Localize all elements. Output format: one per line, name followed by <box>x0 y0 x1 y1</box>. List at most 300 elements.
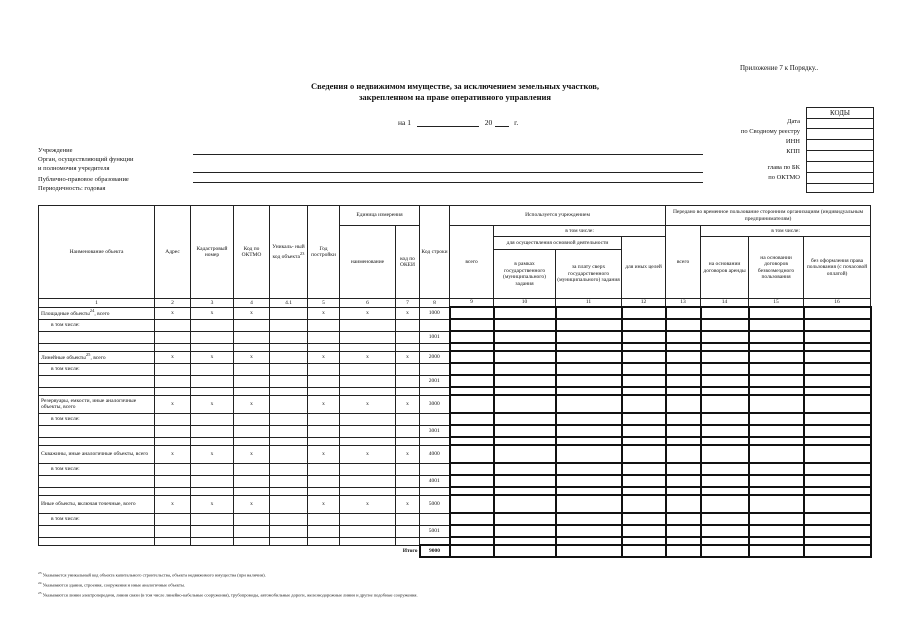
value-cell[interactable] <box>749 425 804 437</box>
value-cell[interactable] <box>191 387 234 395</box>
value-cell[interactable] <box>701 413 749 425</box>
total-cell-16[interactable] <box>804 545 871 557</box>
value-cell[interactable] <box>666 413 701 425</box>
value-cell[interactable] <box>340 525 396 537</box>
value-cell[interactable] <box>396 475 420 487</box>
value-cell[interactable] <box>155 375 191 387</box>
value-cell[interactable] <box>749 495 804 513</box>
value-cell[interactable] <box>804 425 871 437</box>
value-cell[interactable] <box>420 387 450 395</box>
value-cell[interactable] <box>804 331 871 343</box>
value-cell[interactable] <box>396 387 420 395</box>
value-cell[interactable] <box>701 475 749 487</box>
value-cell[interactable] <box>39 525 155 537</box>
value-cell[interactable] <box>270 307 308 319</box>
value-cell[interactable] <box>308 343 340 351</box>
value-cell[interactable] <box>450 425 494 437</box>
value-cell[interactable] <box>556 351 622 363</box>
value-cell[interactable] <box>155 437 191 445</box>
value-cell[interactable] <box>234 363 270 375</box>
value-cell[interactable] <box>270 463 308 475</box>
value-cell[interactable] <box>420 363 450 375</box>
value-cell[interactable] <box>340 375 396 387</box>
value-cell[interactable] <box>308 425 340 437</box>
value-cell[interactable] <box>39 375 155 387</box>
value-cell[interactable] <box>804 525 871 537</box>
value-cell[interactable] <box>749 445 804 463</box>
value-cell[interactable] <box>494 513 556 525</box>
value-cell[interactable] <box>666 495 701 513</box>
value-cell[interactable] <box>39 537 155 545</box>
value-cell[interactable] <box>622 487 666 495</box>
value-cell[interactable] <box>556 413 622 425</box>
value-cell[interactable] <box>308 413 340 425</box>
value-cell[interactable] <box>450 363 494 375</box>
value-cell[interactable] <box>450 375 494 387</box>
value-cell[interactable] <box>155 343 191 351</box>
value-cell[interactable] <box>450 319 494 331</box>
value-cell[interactable] <box>622 413 666 425</box>
value-cell[interactable] <box>494 343 556 351</box>
value-cell[interactable] <box>450 445 494 463</box>
value-cell[interactable] <box>749 387 804 395</box>
value-cell[interactable] <box>556 375 622 387</box>
value-cell[interactable] <box>450 475 494 487</box>
value-cell[interactable] <box>340 413 396 425</box>
value-cell[interactable] <box>308 375 340 387</box>
value-cell[interactable] <box>450 495 494 513</box>
value-cell[interactable] <box>155 413 191 425</box>
value-cell[interactable] <box>804 463 871 475</box>
value-cell[interactable] <box>494 525 556 537</box>
value-cell[interactable] <box>396 487 420 495</box>
value-cell[interactable] <box>494 387 556 395</box>
value-cell[interactable] <box>701 375 749 387</box>
value-cell[interactable] <box>396 463 420 475</box>
value-cell[interactable] <box>556 331 622 343</box>
value-cell[interactable] <box>420 413 450 425</box>
value-cell[interactable] <box>749 319 804 331</box>
value-cell[interactable] <box>749 375 804 387</box>
value-cell[interactable] <box>234 525 270 537</box>
value-cell[interactable] <box>622 319 666 331</box>
value-cell[interactable] <box>622 463 666 475</box>
value-cell[interactable] <box>622 387 666 395</box>
value-cell[interactable] <box>622 331 666 343</box>
value-cell[interactable] <box>396 413 420 425</box>
value-cell[interactable] <box>155 475 191 487</box>
value-cell[interactable] <box>308 475 340 487</box>
value-cell[interactable] <box>191 513 234 525</box>
value-cell[interactable] <box>234 319 270 331</box>
value-cell[interactable] <box>701 343 749 351</box>
value-cell[interactable] <box>270 331 308 343</box>
value-cell[interactable] <box>494 445 556 463</box>
value-cell[interactable] <box>556 463 622 475</box>
value-cell[interactable] <box>494 331 556 343</box>
value-cell[interactable] <box>666 425 701 437</box>
value-cell[interactable] <box>701 395 749 413</box>
value-cell[interactable] <box>804 307 871 319</box>
value-cell[interactable] <box>701 537 749 545</box>
value-cell[interactable] <box>622 343 666 351</box>
total-cell-13[interactable] <box>666 545 701 557</box>
value-cell[interactable] <box>494 487 556 495</box>
value-cell[interactable] <box>155 319 191 331</box>
value-cell[interactable] <box>494 463 556 475</box>
code-cell-registry[interactable] <box>806 129 874 140</box>
value-cell[interactable] <box>666 395 701 413</box>
value-cell[interactable] <box>191 319 234 331</box>
value-cell[interactable] <box>701 437 749 445</box>
value-cell[interactable] <box>494 495 556 513</box>
value-cell[interactable] <box>666 445 701 463</box>
value-cell[interactable] <box>450 413 494 425</box>
code-cell-date[interactable] <box>806 118 874 129</box>
value-cell[interactable] <box>749 331 804 343</box>
value-cell[interactable] <box>234 475 270 487</box>
value-cell[interactable] <box>494 475 556 487</box>
value-cell[interactable] <box>155 363 191 375</box>
value-cell[interactable] <box>622 437 666 445</box>
value-cell[interactable] <box>420 513 450 525</box>
value-cell[interactable] <box>155 331 191 343</box>
value-cell[interactable] <box>556 495 622 513</box>
total-cell-10[interactable] <box>494 545 556 557</box>
value-cell[interactable] <box>234 413 270 425</box>
value-cell[interactable] <box>155 463 191 475</box>
date-year-field[interactable] <box>495 117 509 127</box>
code-cell-inn[interactable] <box>806 140 874 151</box>
value-cell[interactable] <box>804 363 871 375</box>
value-cell[interactable] <box>191 425 234 437</box>
code-cell-kpp[interactable] <box>806 151 874 162</box>
value-cell[interactable] <box>340 513 396 525</box>
value-cell[interactable] <box>191 363 234 375</box>
value-cell[interactable] <box>396 375 420 387</box>
value-cell[interactable] <box>308 387 340 395</box>
value-cell[interactable] <box>622 395 666 413</box>
value-cell[interactable] <box>191 413 234 425</box>
code-cell-empty[interactable] <box>806 184 874 193</box>
value-cell[interactable] <box>155 537 191 545</box>
value-cell[interactable] <box>701 495 749 513</box>
value-cell[interactable] <box>420 463 450 475</box>
value-cell[interactable] <box>270 437 308 445</box>
value-cell[interactable] <box>666 513 701 525</box>
value-cell[interactable] <box>622 307 666 319</box>
value-cell[interactable] <box>396 537 420 545</box>
value-cell[interactable] <box>396 525 420 537</box>
value-cell[interactable] <box>749 395 804 413</box>
value-cell[interactable] <box>340 331 396 343</box>
value-cell[interactable] <box>666 319 701 331</box>
value-cell[interactable] <box>340 387 396 395</box>
value-cell[interactable] <box>155 487 191 495</box>
value-cell[interactable] <box>556 525 622 537</box>
value-cell[interactable] <box>701 525 749 537</box>
value-cell[interactable] <box>749 463 804 475</box>
value-cell[interactable] <box>270 351 308 363</box>
value-cell[interactable] <box>666 475 701 487</box>
value-cell[interactable] <box>234 487 270 495</box>
value-cell[interactable] <box>804 343 871 351</box>
value-cell[interactable] <box>804 351 871 363</box>
value-cell[interactable] <box>804 375 871 387</box>
value-cell[interactable] <box>450 343 494 351</box>
value-cell[interactable] <box>556 343 622 351</box>
value-cell[interactable] <box>234 343 270 351</box>
value-cell[interactable] <box>234 513 270 525</box>
value-cell[interactable] <box>396 331 420 343</box>
value-cell[interactable] <box>701 351 749 363</box>
value-cell[interactable] <box>450 351 494 363</box>
value-cell[interactable] <box>340 363 396 375</box>
value-cell[interactable] <box>622 445 666 463</box>
code-cell-bk[interactable] <box>806 162 874 173</box>
value-cell[interactable] <box>749 513 804 525</box>
value-cell[interactable] <box>450 513 494 525</box>
value-cell[interactable] <box>666 331 701 343</box>
value-cell[interactable] <box>556 487 622 495</box>
value-cell[interactable] <box>804 395 871 413</box>
value-cell[interactable] <box>270 537 308 545</box>
value-cell[interactable] <box>494 537 556 545</box>
value-cell[interactable] <box>556 395 622 413</box>
value-cell[interactable] <box>340 437 396 445</box>
value-cell[interactable] <box>556 307 622 319</box>
value-cell[interactable] <box>701 445 749 463</box>
value-cell[interactable] <box>494 363 556 375</box>
value-cell[interactable] <box>450 331 494 343</box>
value-cell[interactable] <box>270 475 308 487</box>
value-cell[interactable] <box>270 363 308 375</box>
value-cell[interactable] <box>270 513 308 525</box>
value-cell[interactable] <box>39 487 155 495</box>
value-cell[interactable] <box>308 487 340 495</box>
value-cell[interactable] <box>234 537 270 545</box>
value-cell[interactable] <box>191 331 234 343</box>
total-cell-9[interactable] <box>450 545 494 557</box>
value-cell[interactable] <box>494 425 556 437</box>
total-cell-11[interactable] <box>556 545 622 557</box>
value-cell[interactable] <box>270 413 308 425</box>
value-cell[interactable] <box>749 343 804 351</box>
value-cell[interactable] <box>701 307 749 319</box>
value-cell[interactable] <box>155 525 191 537</box>
value-cell[interactable] <box>450 307 494 319</box>
value-cell[interactable] <box>804 513 871 525</box>
value-cell[interactable] <box>622 537 666 545</box>
value-cell[interactable] <box>804 495 871 513</box>
value-cell[interactable] <box>622 425 666 437</box>
value-cell[interactable] <box>556 475 622 487</box>
value-cell[interactable] <box>666 437 701 445</box>
value-cell[interactable] <box>556 437 622 445</box>
value-cell[interactable] <box>191 343 234 351</box>
value-cell[interactable] <box>749 307 804 319</box>
value-cell[interactable] <box>39 475 155 487</box>
value-cell[interactable] <box>622 375 666 387</box>
value-cell[interactable] <box>39 387 155 395</box>
value-cell[interactable] <box>494 437 556 445</box>
value-cell[interactable] <box>308 525 340 537</box>
value-cell[interactable] <box>39 331 155 343</box>
value-cell[interactable] <box>749 351 804 363</box>
value-cell[interactable] <box>396 513 420 525</box>
value-cell[interactable] <box>701 425 749 437</box>
value-cell[interactable] <box>270 445 308 463</box>
value-cell[interactable] <box>701 319 749 331</box>
value-cell[interactable] <box>396 343 420 351</box>
value-cell[interactable] <box>666 363 701 375</box>
value-cell[interactable] <box>804 445 871 463</box>
value-cell[interactable] <box>666 387 701 395</box>
value-cell[interactable] <box>804 475 871 487</box>
value-cell[interactable] <box>155 387 191 395</box>
value-cell[interactable] <box>749 437 804 445</box>
value-cell[interactable] <box>701 513 749 525</box>
value-cell[interactable] <box>234 463 270 475</box>
value-cell[interactable] <box>396 437 420 445</box>
value-cell[interactable] <box>270 319 308 331</box>
value-cell[interactable] <box>191 525 234 537</box>
value-cell[interactable] <box>340 425 396 437</box>
value-cell[interactable] <box>420 487 450 495</box>
value-cell[interactable] <box>191 375 234 387</box>
value-cell[interactable] <box>340 487 396 495</box>
value-cell[interactable] <box>622 525 666 537</box>
value-cell[interactable] <box>396 425 420 437</box>
value-cell[interactable] <box>494 375 556 387</box>
value-cell[interactable] <box>270 487 308 495</box>
value-cell[interactable] <box>340 537 396 545</box>
value-cell[interactable] <box>39 437 155 445</box>
value-cell[interactable] <box>39 343 155 351</box>
value-cell[interactable] <box>191 537 234 545</box>
institution-underline[interactable] <box>193 154 703 155</box>
value-cell[interactable] <box>556 537 622 545</box>
total-cell-14[interactable] <box>701 545 749 557</box>
value-cell[interactable] <box>556 387 622 395</box>
value-cell[interactable] <box>556 363 622 375</box>
value-cell[interactable] <box>155 425 191 437</box>
value-cell[interactable] <box>749 475 804 487</box>
value-cell[interactable] <box>556 425 622 437</box>
value-cell[interactable] <box>270 425 308 437</box>
value-cell[interactable] <box>340 475 396 487</box>
total-cell-12[interactable] <box>622 545 666 557</box>
value-cell[interactable] <box>234 331 270 343</box>
value-cell[interactable] <box>666 487 701 495</box>
value-cell[interactable] <box>556 319 622 331</box>
value-cell[interactable] <box>396 363 420 375</box>
value-cell[interactable] <box>270 343 308 351</box>
value-cell[interactable] <box>39 425 155 437</box>
value-cell[interactable] <box>270 525 308 537</box>
value-cell[interactable] <box>450 525 494 537</box>
value-cell[interactable] <box>450 487 494 495</box>
value-cell[interactable] <box>494 413 556 425</box>
value-cell[interactable] <box>450 395 494 413</box>
value-cell[interactable] <box>804 487 871 495</box>
value-cell[interactable] <box>749 487 804 495</box>
value-cell[interactable] <box>308 363 340 375</box>
value-cell[interactable] <box>234 387 270 395</box>
value-cell[interactable] <box>270 395 308 413</box>
value-cell[interactable] <box>308 537 340 545</box>
value-cell[interactable] <box>701 463 749 475</box>
value-cell[interactable] <box>308 437 340 445</box>
value-cell[interactable] <box>622 363 666 375</box>
value-cell[interactable] <box>701 331 749 343</box>
value-cell[interactable] <box>701 487 749 495</box>
value-cell[interactable] <box>494 319 556 331</box>
value-cell[interactable] <box>270 387 308 395</box>
value-cell[interactable] <box>155 513 191 525</box>
value-cell[interactable] <box>396 319 420 331</box>
value-cell[interactable] <box>749 525 804 537</box>
public-entity-underline[interactable] <box>193 182 703 183</box>
date-day-month-field[interactable] <box>417 117 479 127</box>
value-cell[interactable] <box>270 495 308 513</box>
value-cell[interactable] <box>494 307 556 319</box>
value-cell[interactable] <box>420 437 450 445</box>
value-cell[interactable] <box>666 351 701 363</box>
value-cell[interactable] <box>804 413 871 425</box>
value-cell[interactable] <box>666 525 701 537</box>
value-cell[interactable] <box>308 319 340 331</box>
total-cell-15[interactable] <box>749 545 804 557</box>
value-cell[interactable] <box>191 475 234 487</box>
value-cell[interactable] <box>622 495 666 513</box>
value-cell[interactable] <box>450 463 494 475</box>
value-cell[interactable] <box>234 425 270 437</box>
value-cell[interactable] <box>666 463 701 475</box>
value-cell[interactable] <box>804 387 871 395</box>
value-cell[interactable] <box>749 413 804 425</box>
value-cell[interactable] <box>308 513 340 525</box>
value-cell[interactable] <box>270 375 308 387</box>
value-cell[interactable] <box>340 319 396 331</box>
value-cell[interactable] <box>804 537 871 545</box>
value-cell[interactable] <box>749 363 804 375</box>
value-cell[interactable] <box>622 475 666 487</box>
value-cell[interactable] <box>191 463 234 475</box>
value-cell[interactable] <box>340 463 396 475</box>
value-cell[interactable] <box>556 513 622 525</box>
code-cell-oktmo[interactable] <box>806 173 874 184</box>
value-cell[interactable] <box>494 395 556 413</box>
value-cell[interactable] <box>191 437 234 445</box>
value-cell[interactable] <box>749 537 804 545</box>
value-cell[interactable] <box>622 351 666 363</box>
organ-underline[interactable] <box>193 172 703 173</box>
value-cell[interactable] <box>804 437 871 445</box>
value-cell[interactable] <box>494 351 556 363</box>
value-cell[interactable] <box>420 343 450 351</box>
value-cell[interactable] <box>666 537 701 545</box>
value-cell[interactable] <box>556 445 622 463</box>
value-cell[interactable] <box>666 343 701 351</box>
value-cell[interactable] <box>450 537 494 545</box>
value-cell[interactable] <box>234 375 270 387</box>
value-cell[interactable] <box>666 375 701 387</box>
value-cell[interactable] <box>234 437 270 445</box>
value-cell[interactable] <box>420 319 450 331</box>
value-cell[interactable] <box>701 387 749 395</box>
value-cell[interactable] <box>666 307 701 319</box>
